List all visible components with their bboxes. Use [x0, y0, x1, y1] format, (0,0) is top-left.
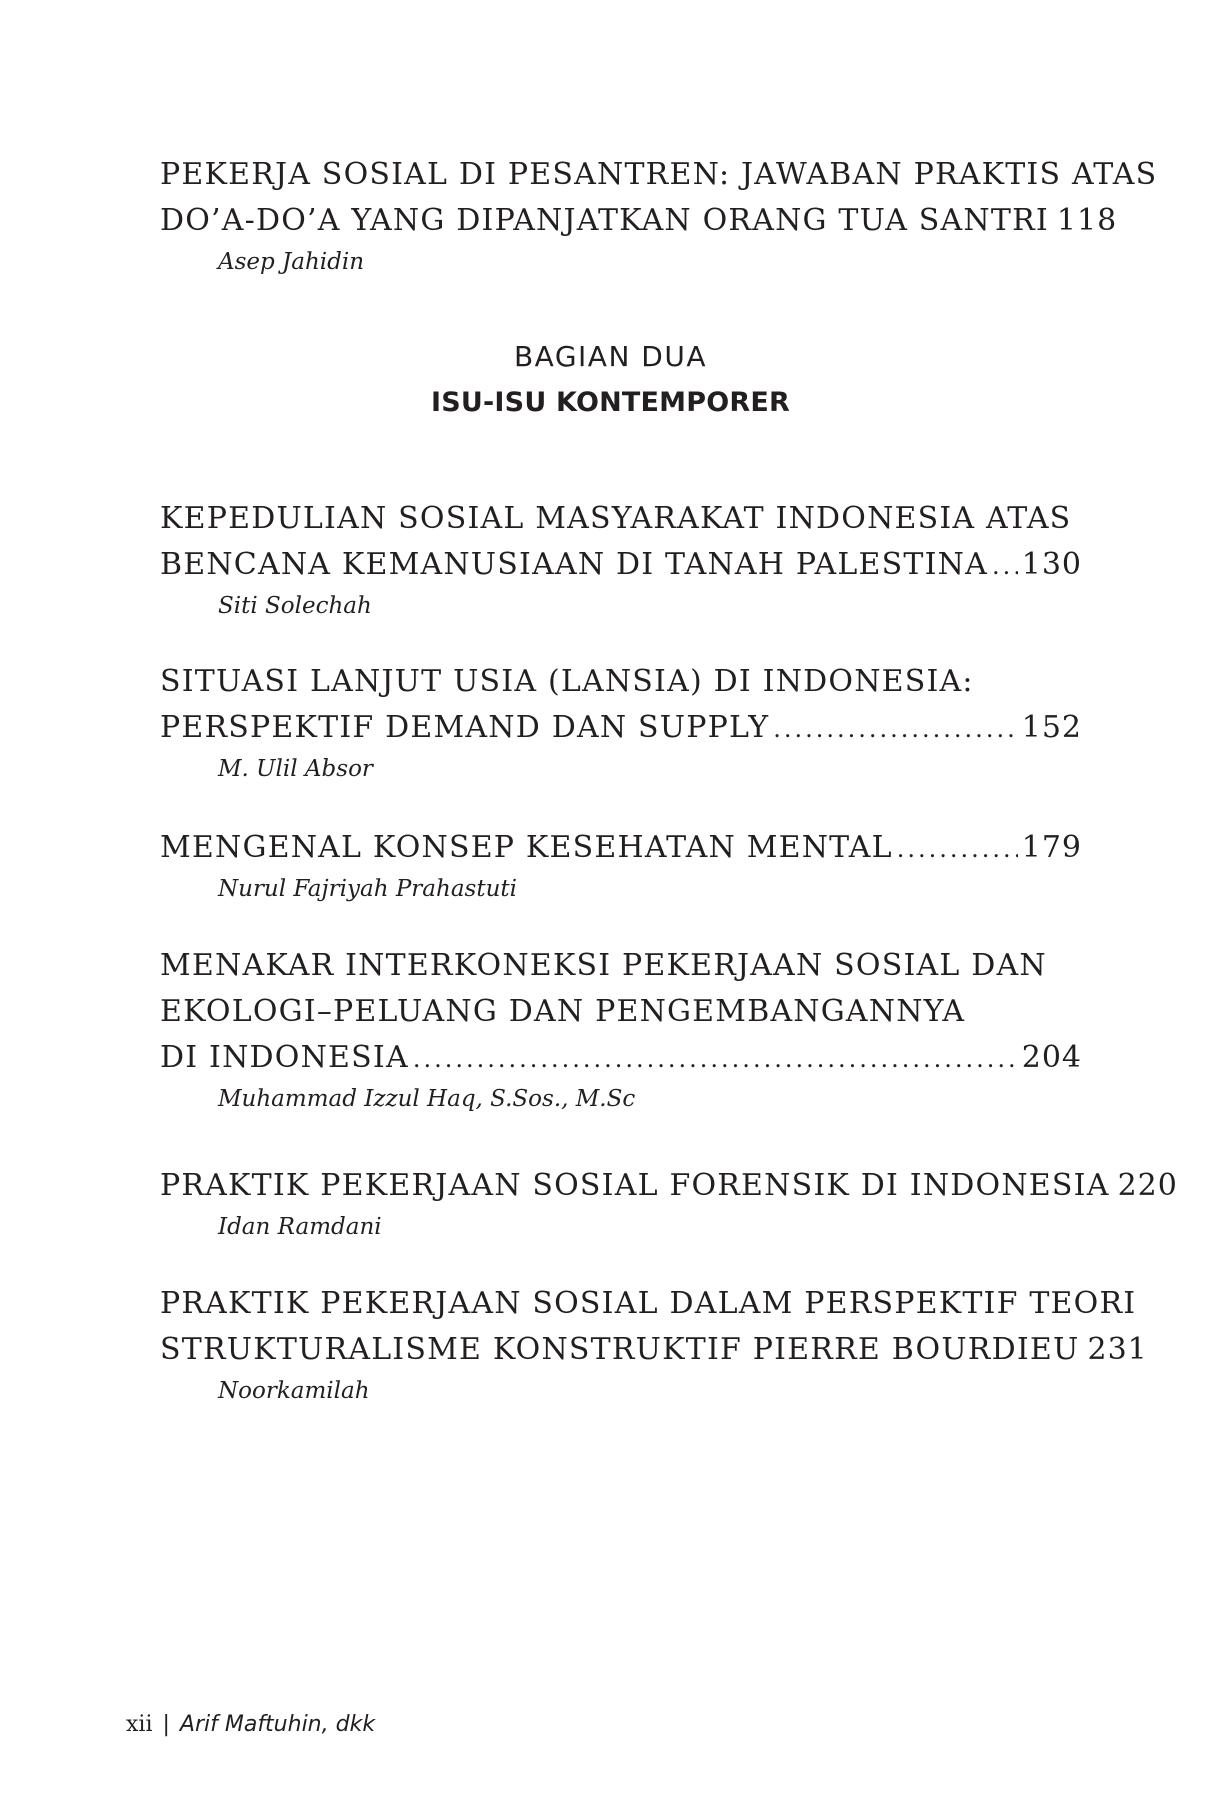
toc-entry-title: BENCANA KEMANUSIAAN DI TANAH PALESTINA	[160, 547, 988, 582]
toc-entry-title: PEKERJA SOSIAL DI PESANTREN: JAWABAN PRAKTIS ATAS	[160, 157, 1158, 192]
footer-separator: |	[162, 1712, 170, 1737]
toc-entry-leader-line	[160, 705, 1082, 752]
toc-page-number: 118	[1056, 203, 1118, 238]
toc-entry	[160, 1281, 1148, 1406]
toc-entry	[160, 659, 1082, 784]
toc-entry-title: SITUASI LANJUT USIA (LANSIA) DI INDONESIA:	[160, 664, 974, 699]
toc-entry-title: KEPEDULIAN SOSIAL MASYARAKAT INDONESIA ATAS	[160, 501, 1072, 536]
toc-entry-title: PRAKTIK PEKERJAAN SOSIAL DALAM PERSPEKTIF TEORI	[160, 1286, 1137, 1321]
toc-entry-title: DO’A-DO’A YANG DIPANJATKAN ORANG TUA SANTRI	[160, 203, 1049, 238]
dot-leader	[413, 1036, 1018, 1082]
toc-entry-title: MENGENAL KONSEP KESEHATAN MENTAL	[160, 830, 893, 865]
toc-entry-author: Siti Solechah	[218, 593, 372, 619]
toc-entry-leader-line	[160, 542, 1082, 589]
toc-entry-author: M. Ulil Absor	[218, 756, 373, 782]
toc-entry	[160, 943, 1082, 1114]
section-title: ISU-ISU KONTEMPORER	[431, 387, 790, 418]
toc-page-number: 152	[1021, 710, 1082, 745]
toc-entry-leader-line	[160, 1327, 1148, 1374]
toc-page-number: 204	[1021, 1040, 1082, 1075]
toc-page-number: 130	[1021, 547, 1082, 582]
toc-entry-title: STRUKTURALISME KONSTRUKTIF PIERRE BOURDIEU	[160, 1332, 1080, 1367]
toc-entry-author: Asep Jahidin	[218, 249, 365, 275]
toc-entry-title: DI INDONESIA	[160, 1040, 409, 1075]
dot-leader	[992, 543, 1018, 589]
running-author: Arif Maftuhin, dkk	[179, 1712, 376, 1737]
toc-entry-author: Idan Ramdani	[218, 1214, 382, 1240]
toc-entry-title: EKOLOGI–PELUANG DAN PENGEMBANGANNYA	[160, 994, 966, 1029]
section-label: BAGIAN DUA	[513, 340, 708, 373]
toc-entry	[160, 152, 1158, 277]
toc-entry-author: Muhammad Izzul Haq, S.Sos., M.Sc	[218, 1086, 636, 1112]
toc-page-number: 220	[1117, 1168, 1178, 1203]
toc-entry-author: Nurul Fajriyah Prahastuti	[218, 876, 517, 902]
page-folio: xii	[126, 1712, 153, 1737]
toc-page-number: 231	[1087, 1332, 1148, 1367]
toc-entry-title: MENAKAR INTERKONEKSI PEKERJAAN SOSIAL DAN	[160, 948, 1047, 983]
page-footer	[126, 1712, 375, 1737]
toc-page-number: 179	[1021, 830, 1082, 865]
dot-leader	[897, 826, 1018, 872]
toc-entry-title: PRAKTIK PEKERJAAN SOSIAL FORENSIK DI INDONESIA	[160, 1168, 1110, 1203]
toc-entry-leader-line	[160, 198, 1118, 245]
toc-entry	[160, 1163, 1178, 1242]
dot-leader	[773, 706, 1018, 752]
toc-entry	[160, 496, 1082, 621]
toc-entry-title: PERSPEKTIF DEMAND DAN SUPPLY	[160, 710, 770, 745]
toc-entry	[160, 825, 1082, 904]
toc-entry-author: Noorkamilah	[218, 1378, 370, 1404]
toc-entry-leader-line	[160, 825, 1082, 872]
toc-entry-leader-line	[160, 1163, 1178, 1210]
toc-entry-leader-line	[160, 1035, 1082, 1082]
